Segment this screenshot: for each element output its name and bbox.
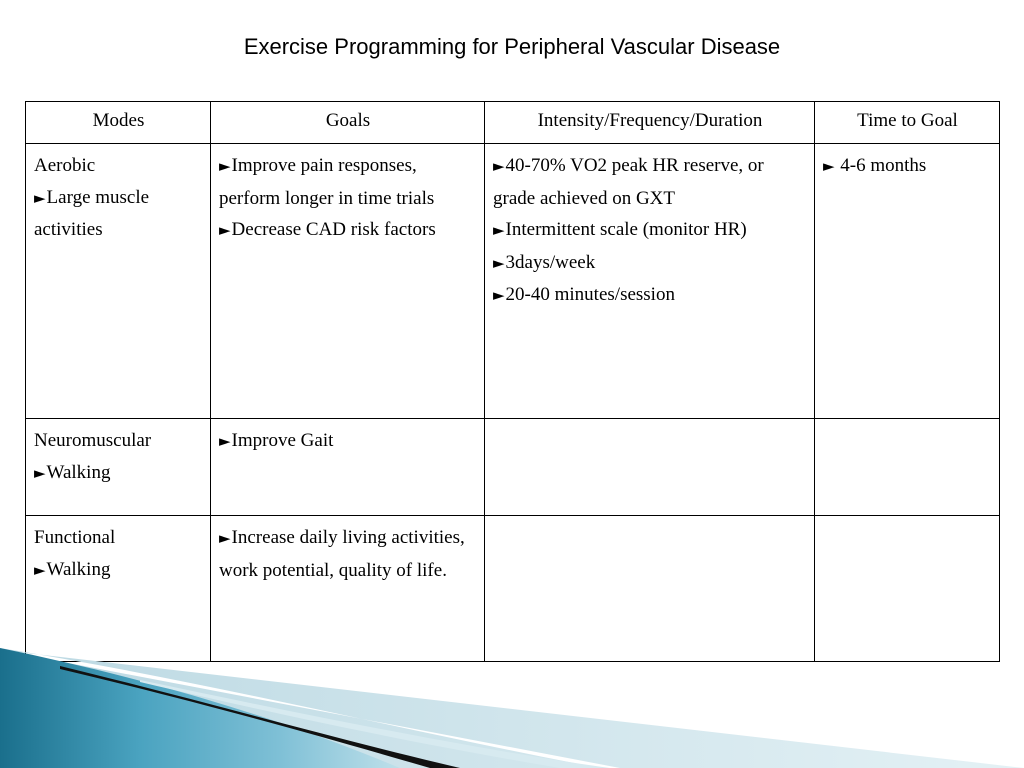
bullet-arrow-icon: ► — [493, 221, 505, 239]
time-item: ► 4-6 months — [823, 150, 992, 183]
slide-corner-decoration — [0, 640, 1024, 768]
mode-name: Aerobic — [34, 155, 96, 176]
goal-item: ►Improve Gait — [219, 425, 477, 458]
intensity-item: ►3days/week — [493, 247, 807, 280]
mode-item: ►Walking — [34, 457, 203, 490]
intensity-item: ►20-40 minutes/session — [493, 279, 807, 312]
cell-modes — [26, 144, 211, 419]
cell-goals — [211, 419, 485, 516]
bullet-arrow-icon: ► — [493, 253, 505, 272]
goal-item: ►Improve pain responses, perform longer in time trials — [219, 150, 477, 214]
bullet-arrow-icon: ► — [493, 286, 505, 304]
cell-time-to-goal — [815, 144, 1000, 419]
table-row-neuromuscular — [26, 419, 1000, 516]
bullet-arrow-icon: ► — [34, 463, 46, 482]
cell-time-to-goal — [815, 419, 1000, 516]
bullet-arrow-icon: ► — [493, 157, 505, 175]
mode-item: ►Large muscle activities — [34, 182, 203, 246]
bullet-arrow-icon: ► — [34, 188, 46, 207]
mode-item: ►Walking — [34, 554, 203, 587]
bullet-arrow-icon: ► — [219, 432, 231, 450]
goal-item: ►Decrease CAD risk factors — [219, 214, 477, 247]
bullet-arrow-icon: ► — [219, 157, 231, 175]
table-header-row — [26, 102, 1000, 144]
bullet-arrow-icon: ► — [219, 529, 231, 547]
cell-goals — [211, 144, 485, 419]
bullet-arrow-icon: ► — [219, 221, 231, 239]
header-time-to-goal: Time to Goal — [815, 102, 1000, 144]
header-intensity: Intensity/Frequency/Duration — [485, 102, 815, 144]
cell-intensity — [485, 144, 815, 419]
bullet-arrow-icon: ► — [823, 157, 835, 175]
slide-title: Exercise Programming for Peripheral Vascular Disease — [243, 34, 781, 59]
mode-name: Functional — [34, 527, 116, 548]
cell-modes — [26, 419, 211, 516]
header-modes: Modes — [26, 102, 211, 144]
cell-intensity — [485, 419, 815, 516]
intensity-item: ►Intermittent scale (monitor HR) — [493, 214, 807, 247]
table-row-aerobic — [26, 144, 1000, 419]
intensity-item: ►40-70% VO2 peak HR reserve, or grade achieved on GXT — [493, 150, 807, 214]
header-goals: Goals — [211, 102, 485, 144]
goal-item: ►Increase daily living activities, work potential, quality of life. — [219, 522, 477, 586]
bullet-arrow-icon: ► — [34, 560, 46, 579]
exercise-table — [25, 101, 1000, 662]
mode-name: Neuromuscular — [34, 430, 152, 451]
